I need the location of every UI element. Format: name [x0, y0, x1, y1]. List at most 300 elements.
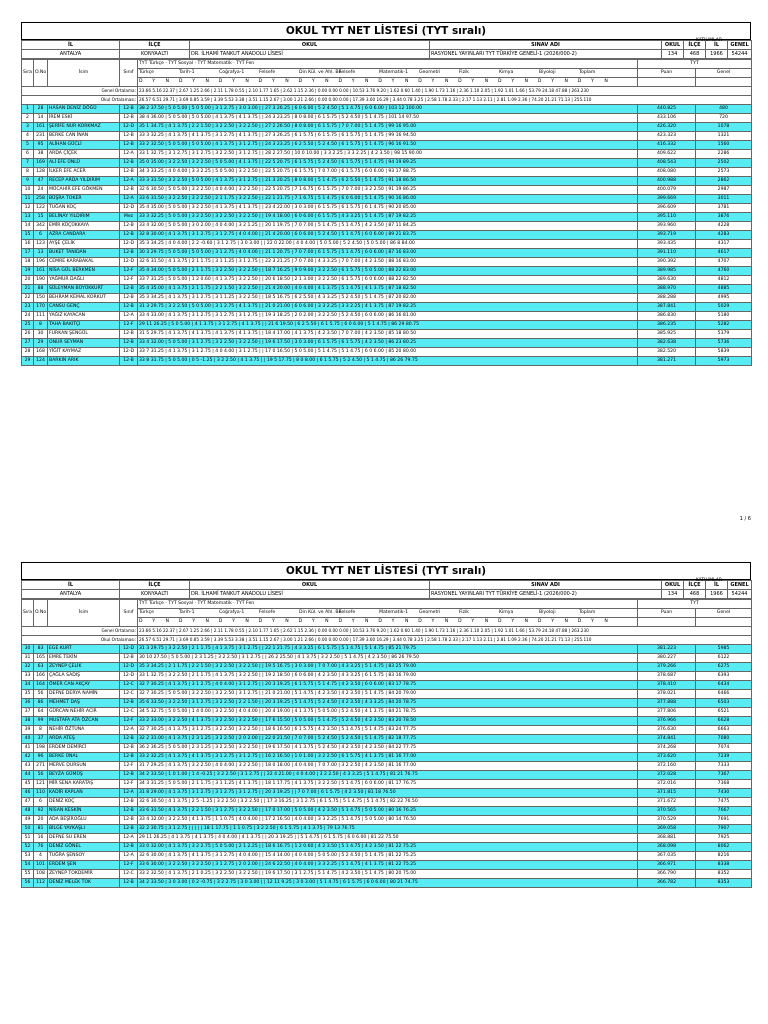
- cell-vals: 33 1 32.75 | 3 1 2.75 | 3 1 2.75 | 3 2 2.50 | 3 1 2.75 | | 28 2 27.50 | 10 0 10.00 | 3 3 2.25 | 3 3 2.25 | 4 2 3.50 | 98 15 90.00: [138, 150, 638, 159]
- cell-puan: 386.235: [638, 321, 696, 330]
- cell-puan: 377.806: [638, 708, 696, 717]
- cell-genel: 7368: [696, 780, 752, 789]
- subject-header: Geometri: [419, 70, 441, 75]
- cell-vals: 29 11 26.25 | 4 1 3.75 | 4 1 3.75 | 4 0 4.00 | 4 1 3.75 | | 20 3 19.25 | | 5 1 4.75 | 6 1 5.75 | 6 0 6.00 | 81 22 75.50: [138, 834, 638, 843]
- cell-vals: 33 6 31.50 | 3 2 2.50 | 3 2 2.50 | 2 1 1.75 | 3 2 2.50 | | 22 1 21.75 | 7 1 6.75 | 5 1 4.75 | 6 0 6.00 | 5 1 4.75 | 90 16 86.00: [138, 195, 638, 204]
- cell-ono: 64: [34, 708, 48, 717]
- cell-isim: ERDEM ŞEN: [48, 861, 120, 870]
- dyn-header: Y: [551, 619, 555, 624]
- table-row: [22, 276, 752, 285]
- group-fen: TYT Fen: [236, 61, 255, 66]
- cell-sira: 32: [22, 663, 34, 672]
- cell-vals: 35 3 34.25 | 4 1 3.75 | 3 1 2.75 | 3 1 1.25 | 3 2 2.50 | | 18 5 16.75 | 6 2 5.50 | 4 3 3.25 | 5 2 4.50 | 5 1 4.75 | 87 20 82.00: [138, 294, 638, 303]
- table-row: [22, 123, 752, 132]
- dyn-header: N: [444, 79, 449, 84]
- cell-ono: 128: [34, 168, 48, 177]
- dyn-header: N: [285, 619, 289, 624]
- cell-vals: 32 7 30.25 | 4 1 3.75 | 3 1 2.75 | 4 0 4.00 | 3 1 2.75 | | 20 3 19.25 | 6 1 5.75 | 5 1 4.75 | 4 2 3.50 | 6 0 6.00 | 83 17 78.75: [138, 681, 638, 690]
- cell-puan: 372.016: [638, 780, 696, 789]
- cell-vals: 35 4 34.00 | 5 0 5.00 | 2 1 1.75 | 3 2 2.50 | 3 2 2.50 | | 18 7 16.25 | 9 0 9.00 | 3 2 2.50 | 6 1 5.75 | 5 0 5.00 | 88 22 83.00: [138, 267, 638, 276]
- il-count-label: İL: [706, 581, 728, 590]
- cell-vals: 35 3 34.25 | 2 1 1.75 | 2 2 1.50 | 3 2 2.50 | 3 2 2.50 | | 19 5 16.75 | 3 0 3.00 | 7 0 7.00 | 4 3 3.25 | 5 1 4.75 | 83 25 79.00: [138, 663, 638, 672]
- dyn-header: Y: [431, 79, 435, 84]
- sinav-label: SINAV ADI: [430, 41, 662, 50]
- cell-isim: BERKE ÜNAL: [48, 753, 120, 762]
- cell-ono: 4: [34, 852, 48, 861]
- cell-sinif: 12-F: [120, 780, 138, 789]
- dyn-header: Y: [351, 619, 355, 624]
- table-row: [22, 789, 752, 798]
- cell-sira: 7: [22, 159, 34, 168]
- cell-genel: 4995: [696, 294, 752, 303]
- cell-sinif: 12-B: [120, 879, 138, 888]
- subject-header: Fizik: [459, 70, 469, 75]
- dyn-header: Y: [431, 619, 435, 624]
- cell-genel: 3876: [696, 213, 752, 222]
- info-table: [21, 40, 752, 59]
- participants-label: KATILIMLAR: [695, 38, 722, 43]
- table-row: [22, 708, 752, 717]
- table-row: [22, 168, 752, 177]
- dyn-header: D: [537, 79, 542, 84]
- cell-puan: 367.035: [638, 852, 696, 861]
- cell-sinif: 12-F: [120, 762, 138, 771]
- cell-genel: 5985: [696, 645, 752, 654]
- cell-sinif: 12-C: [120, 681, 138, 690]
- dyn-header: Y: [511, 79, 515, 84]
- cell-genel: 6466: [696, 690, 752, 699]
- genel-ortalama-values: 23.66 5.16 22.37 | 2.67 1.25 2.66 | 2.11 1.78 0.55 | 2.10 1.77 1.65 | 2.62 1.15 2.36 | 0.00 0.00 0.00 | 10.53 3.76 9.20 | 1.62 0.60 1.40 | 1.90 1.73 1.16 | 2.36 1.10 2.05 | 1.92 1.01 1.66 | 53.79 24.18 47.88 | 263.230: [138, 87, 752, 96]
- cell-isim: YİĞİT KAYMAZ: [48, 348, 120, 357]
- cell-vals: 32 6 30.50 | 4 1 3.75 | 2 5 -1.25 | 3 2 2.50 | 3 2 2.50 | | 17 3 16.25 | 3 1 2.75 | 6 1 5.75 | 5 1 4.75 | 5 1 4.75 | 82 22 76.50: [138, 798, 638, 807]
- cell-genel: 2286: [696, 150, 752, 159]
- cell-ono: 99: [34, 717, 48, 726]
- cell-sira: 35: [22, 690, 34, 699]
- cell-vals: 33 4 32.00 | 3 2 2.50 | 4 1 3.75 | 1 1 0.75 | 4 0 4.00 | | 17 2 16.50 | 4 0 4.00 | 3 3 2.25 | 5 1 4.75 | 5 0 5.00 | 80 14 76.50: [138, 816, 638, 825]
- table-row: [22, 285, 752, 294]
- cell-puan: 393.719: [638, 231, 696, 240]
- okul-value: DR. İLHAMİ TANKUT ANADOLU LİSESİ: [190, 50, 430, 59]
- cell-ono: 20: [34, 816, 48, 825]
- cell-isim: NİSA GÜL BERKMEN: [48, 267, 120, 276]
- cell-vals: 33 6 31.50 | 4 1 3.75 | 2 2 1.50 | 3 1 2.75 | 3 2 2.50 | | 17 0 17.00 | 5 0 5.00 | 4 2 3.50 | 5 1 4.75 | 5 0 5.00 | 80 16 76.25: [138, 807, 638, 816]
- cell-isim: TAHA BAKITÇI: [48, 321, 120, 330]
- group-tyt: TYT: [638, 60, 752, 69]
- cell-isim: ÇAĞLA SADIŞ: [48, 672, 120, 681]
- cell-sinif: 12-B: [120, 771, 138, 780]
- cell-sinif: 12-B: [120, 330, 138, 339]
- page-1: [21, 22, 751, 522]
- cell-sira: 40: [22, 735, 34, 744]
- table-row: [22, 357, 752, 366]
- subject-header: Felsefe: [259, 610, 276, 615]
- cell-sira: 20: [22, 276, 34, 285]
- okul-ortalamasi-values: 26.57 6.51 29.71 | 3.69 0.85 3.59 | 3.39 5.53 3.38 | 3.51 1.15 2.67 | 3.00 1.21 2.66 | 0.00 0.00 0.00 | 17.39 3.60 16.29 | 3.44 0.78 3.25 | 2.58 1.78 2.33 | 2.17 1.13 2.11 | 2.81 1.09 2.36 | 74.20 21.21 71.13 | 255.110: [138, 636, 752, 645]
- table-row: [22, 798, 752, 807]
- table-row: [22, 771, 752, 780]
- cell-vals: 29 11 26.25 | 5 0 5.00 | 4 1 3.75 | 3 1 2.75 | 4 1 3.75 | | 21 6 19.50 | 6 2 5.50 | 6 1 5.75 | 6 0 6.00 | 5 1 4.75 | 86 29 80.75: [138, 321, 638, 330]
- cell-sira: 13: [22, 213, 34, 222]
- cell-vals: 33 4 32.00 | 5 0 5.00 | 3 0 2.00 | 4 0 4.00 | 3 2 1.25 | | 20 1 19.75 | 7 0 7.00 | 5 1 4.75 | 5 1 4.75 | 4 2 3.50 | 87 11 84.25: [138, 222, 638, 231]
- dyn-header: N: [604, 79, 608, 84]
- page-number: 1 / 6: [739, 516, 751, 522]
- cell-ono: 88: [34, 285, 48, 294]
- cell-isim: GÜRCAN NEHİR ACIR: [48, 708, 120, 717]
- okul-count-label: OKUL: [662, 581, 684, 590]
- dyn-header: N: [205, 619, 209, 624]
- cell-genel: 4617: [696, 249, 752, 258]
- cell-puan: 368.881: [638, 834, 696, 843]
- subject-header: Türkçe: [139, 610, 154, 615]
- table-row: [22, 150, 752, 159]
- table-row: [22, 717, 752, 726]
- cell-sira: 46: [22, 789, 34, 798]
- cell-vals: 35 4 35.00 | 4 1 3.75 | 2 1 1.75 | 2 2 1.50 | 3 2 2.50 | | 21 4 20.00 | 4 0 4.00 | 4 1 3.75 | 5 1 4.75 | 4 1 3.75 | 87 18 82.50: [138, 285, 638, 294]
- cell-sira: 51: [22, 834, 34, 843]
- cell-genel: 7239: [696, 753, 752, 762]
- cell-genel: 7667: [696, 807, 752, 816]
- table-row: [22, 294, 752, 303]
- cell-vals: 38 2 37.50 | 5 0 5.00 | 5 0 5.00 | 3 1 2.75 | 3 0 3.00 | | 27 3 26.25 | 6 0 6.00 | 5 2 4.50 | 5 1 4.75 | 6 0 6.00 | 103 12 100.00: [138, 105, 638, 114]
- subject-header: Fizik: [459, 610, 469, 615]
- cell-ono: 14: [34, 114, 48, 123]
- cell-sinif: 12-F: [120, 717, 138, 726]
- cell-sinif: 12-B: [120, 798, 138, 807]
- cell-genel: 1321: [696, 132, 752, 141]
- cell-sira: 9: [22, 177, 34, 186]
- cell-vals: 33 4 33.00 | 4 1 3.75 | 3 1 2.75 | 3 1 2.75 | 3 1 2.75 | | 19 3 18.25 | 2 0 2.00 | 3 2 2.50 | 5 2 4.50 | 6 0 6.00 | 86 16 81.00: [138, 312, 638, 321]
- cell-sira: 49: [22, 816, 34, 825]
- subject-header: Coğrafya-1: [219, 70, 245, 75]
- cell-isim: BEHRAM KEMAL KORKUT: [48, 294, 120, 303]
- table-row: [22, 807, 752, 816]
- dyn-header: Y: [311, 619, 315, 624]
- table-row: [22, 870, 752, 879]
- cell-vals: 32 7 30.25 | 5 0 5.00 | 3 2 2.50 | 3 2 2.50 | 3 1 2.75 | | 21 0 21.00 | 5 1 4.75 | 4 2 3.50 | 4 2 3.50 | 5 1 4.75 | 84 20 79.00: [138, 690, 638, 699]
- cell-puan: 376.630: [638, 726, 696, 735]
- cell-isim: BÜŞRA TOKER: [48, 195, 120, 204]
- cell-ono: 30: [34, 330, 48, 339]
- cell-sira: 6: [22, 150, 34, 159]
- cell-sinif: 12-C: [120, 690, 138, 699]
- cell-ono: 170: [34, 303, 48, 312]
- cell-sira: 16: [22, 240, 34, 249]
- cell-ono: 169: [34, 159, 48, 168]
- cell-sira: 55: [22, 870, 34, 879]
- dyn-header: N: [604, 619, 608, 624]
- cell-genel: 2502: [696, 159, 752, 168]
- cell-vals: 32 6 30.00 | 4 1 3.75 | 4 1 3.75 | 3 1 2.75 | 4 0 4.00 | | 15 4 14.00 | 4 0 4.00 | 5 0 5.00 | 5 2 4.50 | 5 1 4.75 | 81 22 75.25: [138, 852, 638, 861]
- cell-ono: 122: [34, 204, 48, 213]
- subject-headers: [138, 69, 638, 78]
- dyn-header: N: [205, 79, 209, 84]
- cell-vals: 30 10 27.50 | 5 0 5.00 | 2 3 1.25 | 3 2 2.50 | 3 1 2.75 | | 26 2 25.50 | 4 1 3.75 | 3 2 2.50 | 5 1 4.75 | 4 2 3.50 | 86 26 79.50: [138, 654, 638, 663]
- cell-sira: 10: [22, 186, 34, 195]
- cell-ono: 8: [34, 321, 48, 330]
- dyn-header: N: [404, 79, 409, 84]
- cell-sinif: 12-D: [120, 663, 138, 672]
- table-row: [22, 186, 752, 195]
- results-table: [21, 599, 752, 888]
- dyn-header: D: [139, 619, 143, 624]
- cell-genel: 3011: [696, 195, 752, 204]
- sinav-value: RASYONEL YAYINLARI TYT TÜRKİYE GENELİ-1 (2026/000-2): [430, 590, 662, 599]
- cell-sira: 47: [22, 798, 34, 807]
- cell-isim: HASAN DENİZ DÖĞÜ: [48, 105, 120, 114]
- cell-sinif: 12-B: [120, 141, 138, 150]
- cell-isim: BEYZA GÜMÜŞ: [48, 771, 120, 780]
- cell-vals: 33 3 32.25 | 5 0 5.00 | 3 2 2.50 | 3 2 2.50 | 3 2 2.50 | | 19 4 18.00 | 6 0 6.00 | 6 1 5.75 | 4 3 3.25 | 5 1 4.75 | 87 19 82.25: [138, 213, 638, 222]
- cell-genel: 4317: [696, 240, 752, 249]
- cell-ono: 28: [34, 105, 48, 114]
- cell-sira: 24: [22, 312, 34, 321]
- group-headers: TYT Türkçe · TYT Sosyal · TYT Matematik · TYT Fen: [138, 60, 638, 69]
- cell-sira: 8: [22, 168, 34, 177]
- dyn-header: N: [325, 79, 329, 84]
- ilce-value: KONYAALTI: [120, 590, 190, 599]
- cell-genel: 7691: [696, 816, 752, 825]
- table-row: [22, 348, 752, 357]
- okul-count: 134: [662, 50, 684, 59]
- cell-puan: 390.392: [638, 258, 696, 267]
- cell-genel: 5180: [696, 312, 752, 321]
- cell-vals: 33 7 31.25 | 5 0 5.00 | 1 2 0.60 | 4 1 3.75 | 3 2 2.50 | | 20 6 18.50 | 2 1 3.00 | 3 2 2.50 | 6 1 5.75 | 6 0 6.00 | 88 22 82.50: [138, 276, 638, 285]
- cell-genel: 5282: [696, 321, 752, 330]
- cell-ono: 56: [34, 771, 48, 780]
- cell-sira: 27: [22, 339, 34, 348]
- dyn-header: N: [245, 79, 249, 84]
- ilce-count: 468: [684, 50, 706, 59]
- cell-puan: 378.021: [638, 690, 696, 699]
- il-value: ANTALYA: [22, 590, 120, 599]
- cell-genel: 7367: [696, 771, 752, 780]
- table-row: [22, 834, 752, 843]
- cell-sira: 36: [22, 699, 34, 708]
- cell-puan: 373.620: [638, 753, 696, 762]
- subject-header: Tarih-1: [179, 610, 195, 615]
- info-table: [21, 580, 752, 599]
- dyn-header: N: [165, 79, 170, 84]
- cell-vals: 32 7 30.25 | 4 1 3.75 | 3 1 2.75 | 3 2 2.50 | 3 2 2.50 | | 18 6 16.50 | 6 1 5.75 | 4 2 3.50 | 5 1 4.75 | 5 1 4.75 | 83 24 77.75: [138, 726, 638, 735]
- cell-ono: 165: [34, 654, 48, 663]
- rows-page-1: [22, 105, 752, 366]
- cell-sinif: 12-D: [120, 645, 138, 654]
- subject-header: Geometri: [419, 610, 441, 615]
- cell-puan: 380.227: [638, 654, 696, 663]
- cell-ono: 231: [34, 132, 48, 141]
- cell-vals: 33 2 32.50 | 4 1 3.75 | 2 1 0.25 | 3 2 2.50 | 3 2 2.50 | | 19 6 17.50 | 3 1 2.75 | 5 1 4.75 | 4 2 3.50 | 5 1 4.75 | 80 20 75.00: [138, 870, 638, 879]
- cell-sira: 4: [22, 132, 34, 141]
- cell-ono: 13: [34, 249, 48, 258]
- cell-isim: YAĞMUR DAĞLI: [48, 276, 120, 285]
- cell-sira: 45: [22, 780, 34, 789]
- cell-sira: 42: [22, 753, 34, 762]
- genel-count-label: GENEL: [728, 41, 752, 50]
- cell-sinif: 12-D: [120, 258, 138, 267]
- cell-ono: 198: [34, 744, 48, 753]
- table-row: [22, 222, 752, 231]
- dyn-header: D: [218, 619, 223, 624]
- table-row: [22, 672, 752, 681]
- cell-sinif: 12-D: [120, 204, 138, 213]
- cell-genel: 8338: [696, 861, 752, 870]
- cell-sinif: 12-F: [120, 276, 138, 285]
- cell-puan: 393.435: [638, 240, 696, 249]
- cell-isim: NİSAN KESKİN: [48, 807, 120, 816]
- cell-vals: 34 2 33.50 | 1 0 1.00 | 1 4 -0.25 | 3 2 2.50 | 3 1 2.75 | | 22 4 21.00 | 4 0 4.00 | 3 2 2.50 | 4 3 3.25 | 5 1 4.75 | 81 21 76.75: [138, 771, 638, 780]
- cell-ono: 271: [34, 762, 48, 771]
- cell-vals: 34 3 33.25 | 4 0 4.00 | 3 3 2.25 | 5 0 5.00 | 3 2 2.50 | | 22 5 20.75 | 6 1 5.75 | 7 0 7.00 | 6 1 5.75 | 6 0 6.00 | 93 17 88.75: [138, 168, 638, 177]
- cell-puan: 389.630: [638, 276, 696, 285]
- dyn-header: D: [498, 79, 502, 84]
- cell-genel: 5029: [696, 303, 752, 312]
- dyn-header: D: [178, 619, 183, 624]
- cell-sinif: 12-C: [120, 870, 138, 879]
- cell-vals: 33 1 32.75 | 3 2 2.50 | 2 1 1.75 | 4 1 3.75 | 3 2 2.50 | | 19 2 18.50 | 6 0 6.00 | 4 2 3.50 | 4 3 3.25 | 6 1 5.75 | 83 16 79.00: [138, 672, 638, 681]
- cell-vals: 31 8 29.00 | 4 1 3.75 | 3 1 2.75 | 3 1 2.75 | 3 1 2.75 | | 20 3 19.25 | | 7 0 7.00 | 6 1 5.75 | 4 2 3.50 | 81 18 76.50: [138, 789, 638, 798]
- dyn-header: Y: [471, 619, 475, 624]
- dyn-header: Y: [232, 619, 235, 624]
- cell-genel: 7907: [696, 825, 752, 834]
- cell-puan: 395.110: [638, 213, 696, 222]
- dyn-header: N: [484, 79, 489, 84]
- dyn-header: D: [418, 79, 422, 84]
- sinif-header: Sınıf: [120, 60, 138, 87]
- cell-vals: 31 7 29.25 | 4 1 3.75 | 3 2 2.50 | 4 0 4.00 | 3 2 2.50 | | 18 0 18.00 | 4 0 4.00 | 7 0 7.00 | 3 2 2.50 | 4 2 3.50 | 81 16 77.00: [138, 762, 638, 771]
- cell-puan: 391.110: [638, 249, 696, 258]
- cell-genel: 1078: [696, 123, 752, 132]
- cell-ono: 29: [34, 339, 48, 348]
- table-row: [22, 204, 752, 213]
- cell-sinif: 12-B: [120, 231, 138, 240]
- cell-sira: 26: [22, 330, 34, 339]
- table-row: [22, 321, 752, 330]
- cell-isim: BİLGE YAYKAŞLI: [48, 825, 120, 834]
- cell-isim: ALİHAN GÜCLİ: [48, 141, 120, 150]
- cell-isim: ARDA ATEŞ: [48, 735, 120, 744]
- cell-vals: 33 2 33.00 | 3 2 2.50 | 4 1 3.75 | 3 2 2.50 | 3 2 2.50 | | 17 6 15.50 | 5 0 5.00 | 5 1 4.75 | 5 2 4.50 | 4 2 3.50 | 83 20 78.50: [138, 717, 638, 726]
- dyn-header: D: [458, 79, 462, 84]
- dyn-header: Y: [232, 79, 235, 84]
- dyn-header: N: [325, 619, 329, 624]
- cell-puan: 433.106: [638, 114, 696, 123]
- cell-isim: DENİZ MELEK TOK: [48, 879, 120, 888]
- table-row: [22, 213, 752, 222]
- cell-vals: 35 3 34.25 | 4 0 4.00 | 2 2 -0.60 | 3 1 2.75 | 3 0 3.00 | | 22 0 22.00 | 4 0 4.00 | 5 0 5.00 | 5 2 4.50 | 5 0 5.00 | 86 8 84.00: [138, 240, 638, 249]
- cell-sira: 38: [22, 717, 34, 726]
- cell-sira: 37: [22, 708, 34, 717]
- cell-genel: 2987: [696, 186, 752, 195]
- isim-header: İsim: [48, 600, 120, 627]
- dyn-header: D: [298, 79, 303, 84]
- cell-ono: 196: [34, 258, 48, 267]
- ilce-label: İLÇE: [120, 41, 190, 50]
- cell-sira: 11: [22, 195, 34, 204]
- table-row: [22, 330, 752, 339]
- table-row: [22, 114, 752, 123]
- cell-vals: 32 6 31.50 | 4 1 3.75 | 2 1 1.75 | 3 1 1.25 | 3 1 2.75 | | 22 3 21.25 | 7 0 7.00 | 4 3 3.25 | 7 0 7.00 | 4 2 3.50 | 88 16 83.00: [138, 258, 638, 267]
- group-turkce: TYT Türkçe: [139, 601, 164, 606]
- cell-sira: 39: [22, 726, 34, 735]
- cell-sira: 21: [22, 285, 34, 294]
- cell-sinif: 12-B: [120, 654, 138, 663]
- cell-ono: 112: [34, 879, 48, 888]
- table-row: [22, 690, 752, 699]
- dyn-header: Y: [152, 79, 156, 84]
- subject-header: Coğrafya-1: [219, 610, 245, 615]
- cell-genel: 6122: [696, 654, 752, 663]
- cell-vals: 33 7 31.25 | 4 1 3.75 | 3 1 2.75 | 4 0 4.00 | 3 1 2.75 | | 17 0 16.50 | 5 0 5.00 | 5 1 4.75 | 5 1 4.75 | 6 0 6.00 | 85 20 80.00: [138, 348, 638, 357]
- cell-ono: 63: [34, 663, 48, 672]
- dyn-header: Y: [271, 79, 275, 84]
- cell-isim: DEFNE DERYA NAMİN: [48, 690, 120, 699]
- dyn-header: Y: [192, 619, 195, 624]
- cell-sira: 17: [22, 249, 34, 258]
- cell-vals: 36 2 36.25 | 5 0 5.00 | 2 3 1.25 | 3 2 2.50 | 3 2 2.50 | | 19 6 17.50 | 4 1 3.75 | 5 2 4.50 | 4 2 3.50 | 4 2 3.50 | 84 22 77.75: [138, 744, 638, 753]
- subject-header: Biyoloji: [539, 610, 556, 615]
- dyn-header: N: [524, 619, 529, 624]
- table-row: [22, 195, 752, 204]
- cell-ono: 16: [34, 834, 48, 843]
- subject-header: Toplam: [579, 610, 596, 615]
- cell-sira: 41: [22, 744, 34, 753]
- group-fen: TYT Fen: [236, 601, 255, 606]
- cell-genel: 8353: [696, 879, 752, 888]
- cell-isim: KADİR KAPLAN: [48, 789, 120, 798]
- table-row: [22, 141, 752, 150]
- cell-puan: 372.160: [638, 762, 696, 771]
- table-row: [22, 159, 752, 168]
- cell-sinif: 12-B: [120, 114, 138, 123]
- cell-vals: 32 6 30.50 | 5 0 5.00 | 3 2 2.50 | 4 0 4.00 | 3 2 2.50 | | 22 5 20.75 | 7 1 6.75 | 6 1 5.75 | 7 0 7.00 | 3 2 2.50 | 91 19 86.25: [138, 186, 638, 195]
- cell-vals: 34 2 33.50 | 3 0 3.00 | 0 2 -0.75 | 3 2 2.75 | 3 0 3.00 | | 12 11 9.25 | 3 0 3.00 | 5 1 4.75 | 6 1 5.75 | 6 0 6.00 | 80 21 74.75: [138, 879, 638, 888]
- cell-genel: 3781: [696, 204, 752, 213]
- cell-vals: 33 3 32.25 | 4 1 3.75 | 4 1 3.75 | 3 1 2.75 | 4 1 3.75 | | 27 3 26.25 | 6 1 5.75 | 6 1 5.75 | 6 1 5.75 | 5 1 4.75 | 99 16 94.50: [138, 132, 638, 141]
- cell-genel: 7430: [696, 789, 752, 798]
- cell-ono: 38: [34, 150, 48, 159]
- cell-puan: 371.815: [638, 789, 696, 798]
- cell-puan: 374.268: [638, 744, 696, 753]
- table-row: [22, 843, 752, 852]
- cell-ono: 81: [34, 825, 48, 834]
- cell-sinif: 12-B: [120, 186, 138, 195]
- dyn-header: Y: [152, 619, 156, 624]
- table-row: [22, 654, 752, 663]
- cell-vals: 31 3 29.75 | 3 2 2.50 | 2 1 1.75 | 4 1 3.75 | 3 1 2.75 | | 22 1 21.75 | 4 3 3.25 | 6 1 5.75 | 5 1 4.75 | 5 1 4.75 | 85 21 79.75: [138, 645, 638, 654]
- cell-sira: 50: [22, 825, 34, 834]
- dyn-header: Y: [391, 79, 395, 84]
- cell-genel: 5839: [696, 348, 752, 357]
- cell-sinif: 12-B: [120, 753, 138, 762]
- cell-sinif: 12-A: [120, 852, 138, 861]
- cell-genel: 7925: [696, 834, 752, 843]
- cell-sinif: 12-B: [120, 249, 138, 258]
- cell-isim: BARKIN ARIK: [48, 357, 120, 366]
- puan-header: Puan: [638, 69, 696, 78]
- subject-header: Matematik-1: [379, 70, 409, 75]
- il-count: 1966: [706, 50, 728, 59]
- ono-header: O.No: [34, 600, 48, 627]
- cell-sira: 1: [22, 105, 34, 114]
- sinav-label: SINAV ADI: [430, 581, 662, 590]
- cell-ono: 166: [34, 672, 48, 681]
- dyn-header: Y: [311, 79, 315, 84]
- cell-genel: 5973: [696, 357, 752, 366]
- dyn-header: N: [245, 619, 249, 624]
- cell-vals: 33 2 32.25 | 4 1 3.75 | 4 1 3.75 | 3 1 2.75 | 3 1 2.75 | | 16 2 16.50 | 1 0 1.00 | 3 2 2.50 | 6 1 5.75 | 4 1 3.75 | 81 16 77.00: [138, 753, 638, 762]
- dyn-header: Y: [591, 79, 594, 84]
- cell-puan: 370.529: [638, 816, 696, 825]
